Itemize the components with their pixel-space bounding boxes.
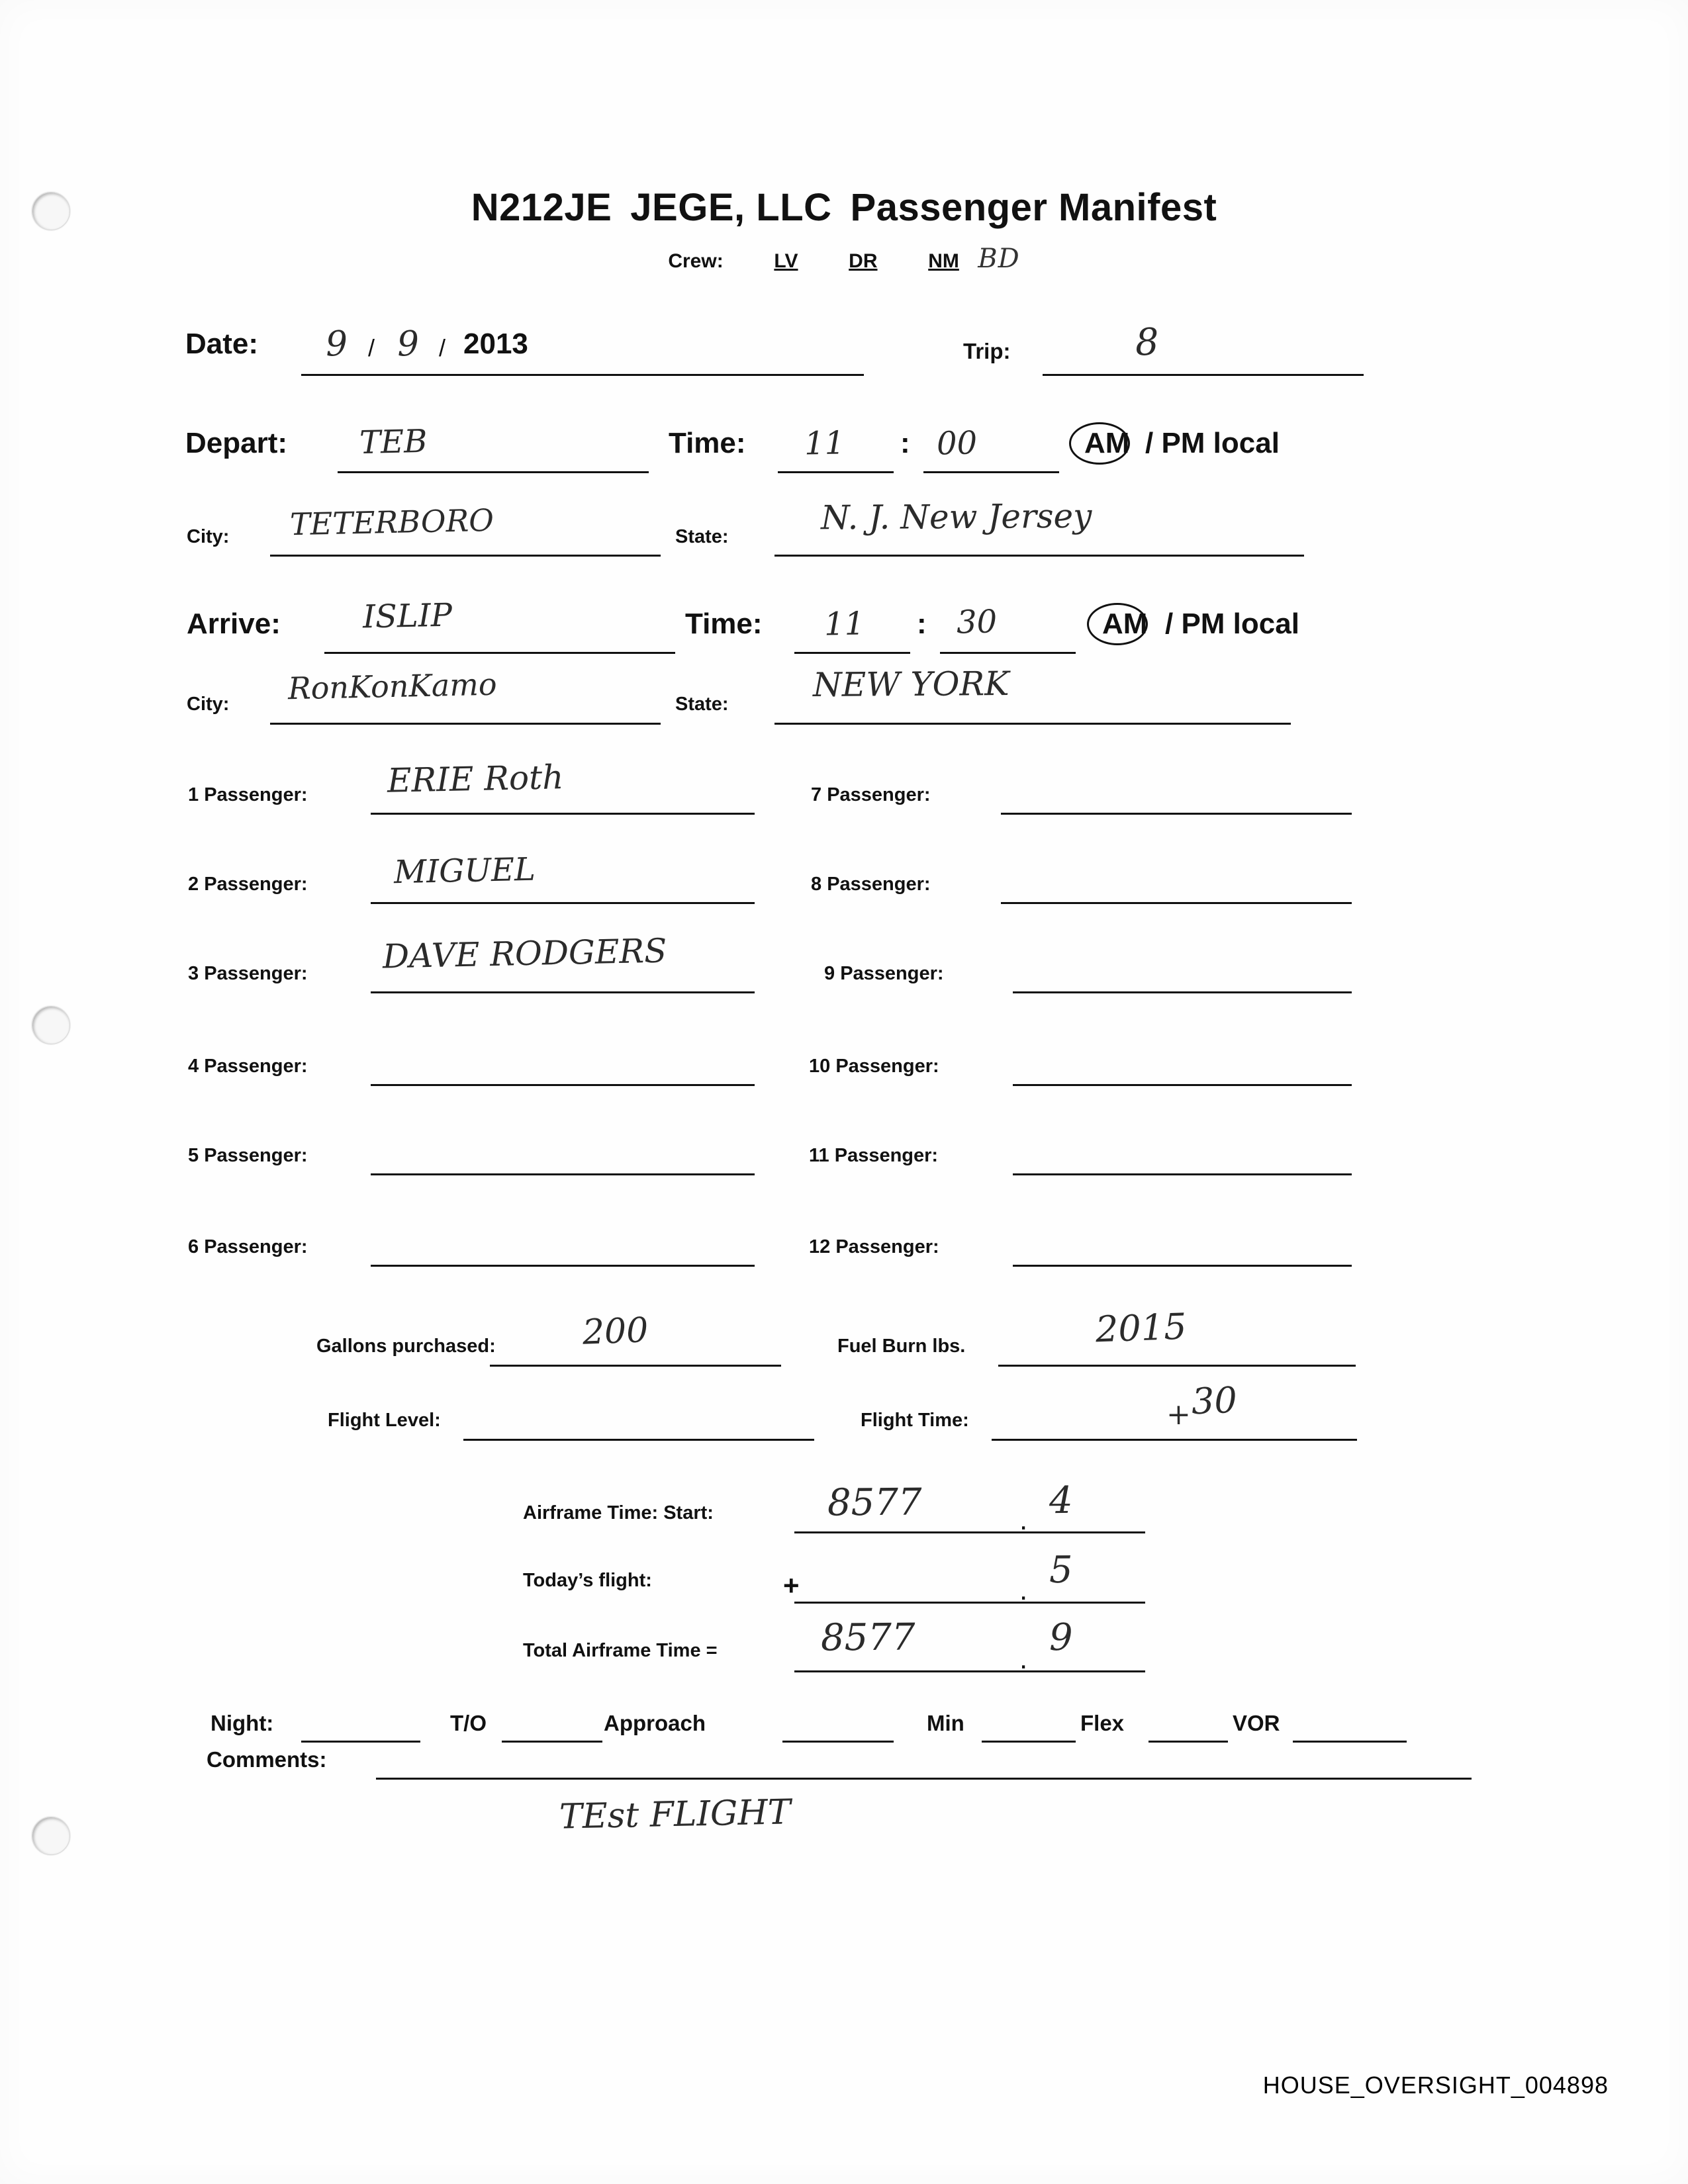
depart-state-value: N. J. New Jersey <box>820 496 1092 537</box>
passenger-11-rule <box>1013 1173 1352 1175</box>
comments-value: TEst FLIGHT <box>559 1792 792 1837</box>
passenger-suffix: Passenger: <box>840 963 944 984</box>
min-label: Min <box>927 1711 964 1735</box>
passenger-suffix: Passenger: <box>204 1145 308 1166</box>
fuel-burn-label: Fuel Burn lbs. <box>837 1336 966 1357</box>
depart-am-label[interactable]: AM <box>1084 427 1130 459</box>
passenger-num: 8 <box>811 874 822 895</box>
passenger-1-rule <box>371 813 755 815</box>
depart-city-value: TETERBORO <box>289 502 494 543</box>
passenger-suffix: Passenger: <box>827 784 931 805</box>
passenger-4-rule <box>371 1084 755 1086</box>
crew-row <box>0 244 1688 274</box>
passenger-4-num-label <box>188 1056 308 1077</box>
trip-label: Trip: <box>963 339 1011 363</box>
passenger-1-value: ERIE Roth <box>387 758 564 800</box>
depart-state-rule <box>774 555 1304 557</box>
arrive-rule <box>324 652 675 654</box>
airframe-start-dot: . <box>1019 1504 1028 1536</box>
night-rule <box>301 1741 420 1743</box>
airframe-start-dec: 4 <box>1049 1479 1073 1523</box>
depart-pm-local-label[interactable]: / PM local <box>1145 427 1280 459</box>
passenger-num: 4 <box>188 1056 199 1077</box>
depart-label: Depart: <box>185 427 288 459</box>
depart-value: TEB <box>359 422 428 462</box>
passenger-10-num-label <box>809 1056 939 1077</box>
passenger-num: 5 <box>188 1145 199 1166</box>
trip-value: 8 <box>1134 320 1160 365</box>
passenger-5-rule <box>371 1173 755 1175</box>
depart-state-label: State: <box>675 526 729 547</box>
arrive-time-label: Time: <box>685 608 763 640</box>
passenger-3-rule <box>371 991 755 993</box>
bates-stamp: HOUSE_OVERSIGHT_004898 <box>1262 2071 1609 2099</box>
passenger-9-rule <box>1013 991 1352 993</box>
am-selected-circle-depart <box>1069 422 1130 465</box>
date-rule <box>301 374 864 376</box>
operator-name: JEGE, LLC <box>630 186 832 229</box>
takeoff-rule <box>502 1741 602 1743</box>
today-flight-rule <box>794 1602 1145 1604</box>
passenger-num: 1 <box>188 784 199 805</box>
passenger-3-num-label <box>188 963 308 985</box>
flight-level-rule <box>463 1439 814 1441</box>
depart-city-label: City: <box>187 526 230 547</box>
total-airframe-rule <box>794 1670 1145 1672</box>
passenger-num: 2 <box>188 874 199 895</box>
flight-time-label: Flight Time: <box>861 1410 969 1431</box>
form-name: Passenger Manifest <box>850 186 1217 229</box>
passenger-12-rule <box>1013 1265 1352 1267</box>
total-airframe-dec: 9 <box>1049 1615 1073 1660</box>
depart-time-min-rule <box>923 471 1059 473</box>
arrive-time-min-value: 30 <box>956 603 998 641</box>
passenger-num: 6 <box>188 1236 199 1257</box>
flight-time-plus: + <box>1166 1397 1192 1432</box>
passenger-3-value: DAVE RODGERS <box>382 931 667 976</box>
passenger-2-num-label <box>188 874 308 895</box>
passenger-num: 9 <box>824 963 835 984</box>
arrive-am-label[interactable]: AM <box>1102 608 1148 640</box>
passenger-1-num-label <box>188 784 308 806</box>
crew-nm-label: NM <box>928 250 959 272</box>
flex-label: Flex <box>1080 1711 1125 1735</box>
flight-time-value: 30 <box>1190 1379 1238 1423</box>
arrive-city-value: RonKonKamo <box>287 666 498 707</box>
passenger-num: 12 <box>809 1236 831 1257</box>
total-airframe-whole: 8577 <box>820 1615 915 1660</box>
arrive-state-rule <box>774 723 1291 725</box>
page-title <box>0 185 1688 230</box>
approach-rule <box>782 1741 894 1743</box>
fuel-burn-rule <box>998 1365 1356 1367</box>
airframe-start-label: Airframe Time: Start: <box>523 1502 714 1524</box>
date-sep-2: / <box>439 334 446 361</box>
date-sep-1: / <box>368 334 375 361</box>
passenger-suffix: Passenger: <box>204 784 308 805</box>
passenger-num: 3 <box>188 963 199 984</box>
today-flight-label: Today’s flight: <box>523 1570 652 1591</box>
takeoff-label: T/O <box>450 1711 487 1735</box>
arrive-state-value: NEW YORK <box>812 664 1009 705</box>
passenger-num: 10 <box>809 1056 831 1077</box>
tail-number: N212JE <box>471 186 612 229</box>
passenger-7-rule <box>1001 813 1352 815</box>
today-flight-dot: . <box>1019 1574 1028 1606</box>
total-airframe-dot: . <box>1019 1643 1028 1675</box>
passenger-12-num-label <box>809 1236 939 1258</box>
gallons-purchased-label: Gallons purchased: <box>316 1336 496 1357</box>
arrive-label: Arrive: <box>187 608 281 640</box>
crew-dr-label: DR <box>849 250 878 272</box>
passenger-8-num-label <box>811 874 931 895</box>
today-flight-dec: 5 <box>1049 1548 1073 1592</box>
depart-rule <box>338 471 649 473</box>
arrive-time-min-rule <box>940 652 1076 654</box>
passenger-11-num-label <box>809 1145 938 1167</box>
date-label: Date: <box>185 328 259 360</box>
passenger-suffix: Passenger: <box>827 874 931 895</box>
depart-time-colon: : <box>900 427 910 459</box>
night-label: Night: <box>211 1711 274 1735</box>
airframe-start-rule <box>794 1531 1145 1533</box>
vor-rule <box>1293 1741 1407 1743</box>
passenger-7-num-label <box>811 784 931 806</box>
approach-label: Approach <box>604 1711 706 1735</box>
crew-label: Crew: <box>668 250 724 272</box>
passenger-5-num-label <box>188 1145 308 1167</box>
date-day-value: 9 <box>396 324 420 365</box>
today-flight-plus: + <box>783 1570 800 1601</box>
total-airframe-label: Total Airframe Time = <box>523 1640 718 1661</box>
passenger-2-value: MIGUEL <box>393 850 536 891</box>
depart-city-rule <box>270 555 661 557</box>
crew-lv-label: LV <box>774 250 798 272</box>
passenger-suffix: Passenger: <box>835 1056 939 1077</box>
flex-rule <box>1149 1741 1228 1743</box>
arrive-city-rule <box>270 723 661 725</box>
passenger-10-rule <box>1013 1084 1352 1086</box>
passenger-suffix: Passenger: <box>835 1236 939 1257</box>
depart-time-label: Time: <box>669 427 746 459</box>
fuel-burn-value: 2015 <box>1094 1305 1188 1351</box>
arrive-time-hour-value: 11 <box>823 605 865 643</box>
passenger-suffix: Passenger: <box>204 874 308 895</box>
passenger-8-rule <box>1001 902 1352 904</box>
arrive-value: ISLIP <box>362 596 453 636</box>
binder-hole <box>32 1817 70 1855</box>
passenger-suffix: Passenger: <box>204 963 308 984</box>
comments-rule <box>376 1778 1472 1780</box>
depart-time-hour-value: 11 <box>804 424 845 463</box>
gallons-purchased-rule <box>490 1365 781 1367</box>
vor-label: VOR <box>1233 1711 1280 1735</box>
depart-time-hour-rule <box>778 471 894 473</box>
passenger-9-num-label <box>824 963 944 985</box>
passenger-6-num-label <box>188 1236 308 1258</box>
date-year-value: 2013 <box>463 328 528 360</box>
arrive-time-hour-rule <box>794 652 910 654</box>
passenger-suffix: Passenger: <box>834 1145 939 1166</box>
flight-level-label: Flight Level: <box>328 1410 441 1431</box>
arrive-time-colon: : <box>917 608 927 640</box>
comments-label: Comments: <box>207 1747 327 1772</box>
passenger-suffix: Passenger: <box>204 1056 308 1077</box>
arrive-city-label: City: <box>187 694 230 715</box>
passenger-2-rule <box>371 902 755 904</box>
flight-time-rule <box>992 1439 1357 1441</box>
am-selected-circle-arrive <box>1087 603 1148 645</box>
depart-time-min-value: 00 <box>936 424 978 463</box>
arrive-state-label: State: <box>675 694 729 715</box>
arrive-pm-local-label[interactable]: / PM local <box>1165 608 1299 640</box>
trip-rule <box>1043 374 1364 376</box>
passenger-6-rule <box>371 1265 755 1267</box>
crew-handwritten-value: BD <box>978 244 1020 274</box>
date-month-value: 9 <box>324 324 349 365</box>
passenger-num: 11 <box>809 1145 829 1166</box>
passenger-suffix: Passenger: <box>204 1236 308 1257</box>
gallons-purchased-value: 200 <box>581 1310 649 1353</box>
passenger-num: 7 <box>811 784 822 805</box>
airframe-start-whole: 8577 <box>827 1480 922 1525</box>
binder-hole <box>32 1006 70 1044</box>
min-rule <box>982 1741 1076 1743</box>
